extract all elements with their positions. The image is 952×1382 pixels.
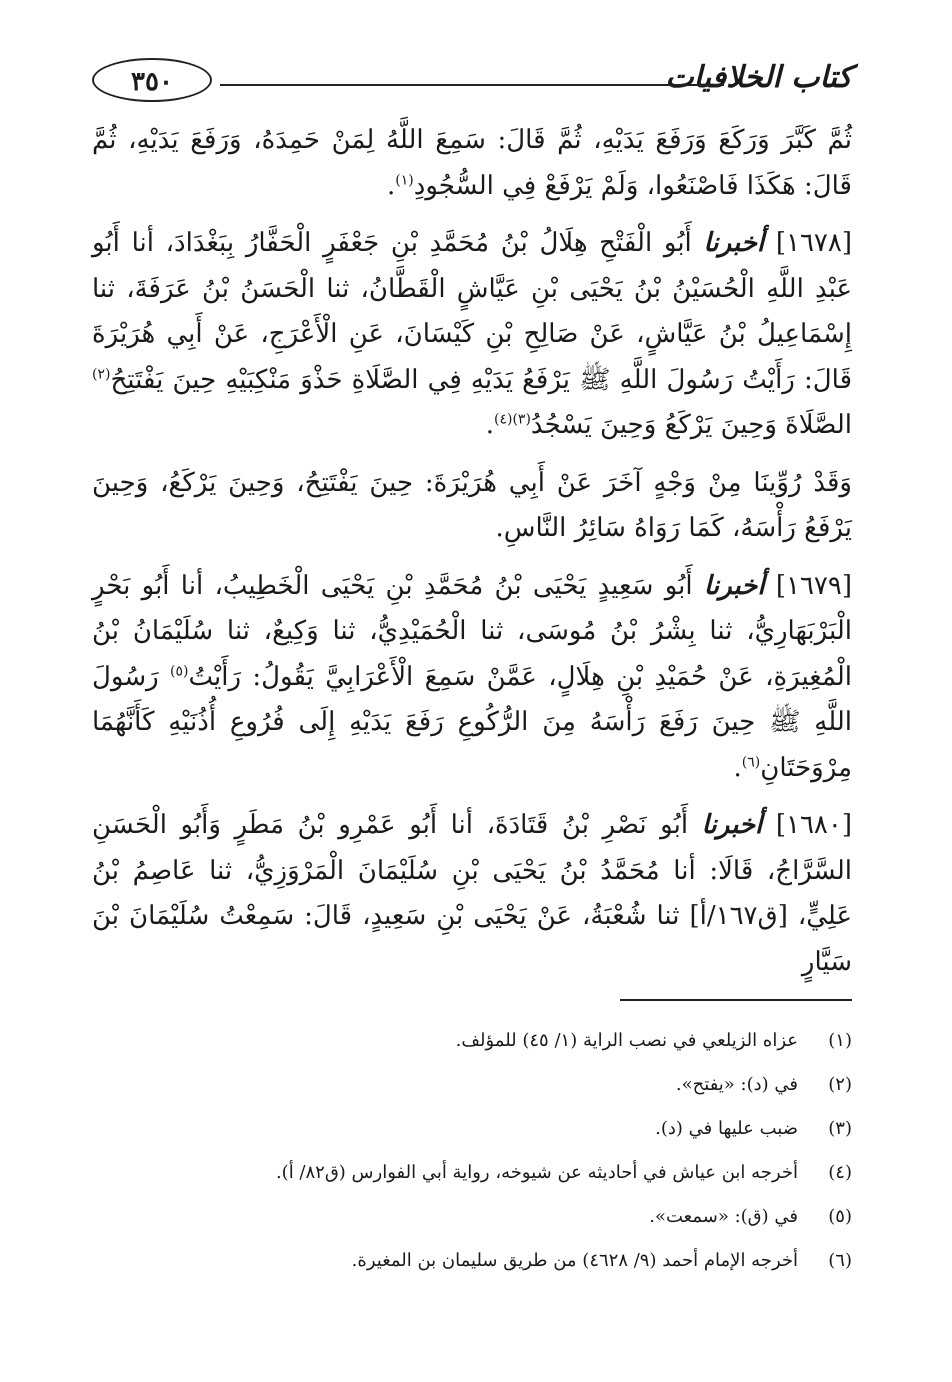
paragraph-text: الصَّلَاةَ وَحِينَ يَرْكَعُ وَحِينَ يَسْجُدُ (530, 410, 852, 440)
header-rule (220, 84, 724, 86)
hadith-number: [١٦٧٩] (775, 570, 853, 601)
footnote-ref: (٣)(٤) (493, 411, 531, 428)
footnote-number: (٢) (828, 1074, 852, 1095)
footnote-ref: (٥) (170, 662, 189, 679)
footnote-ref: (٦) (741, 753, 761, 770)
akhbarana-label: أخبرنا (701, 810, 763, 840)
main-text (92, 118, 852, 997)
footnote-text: في (د): «يفتح». (675, 1074, 798, 1095)
footnote (92, 1158, 852, 1188)
paragraph-continuation (92, 118, 852, 209)
footnotes (92, 1026, 852, 1290)
punctuation: . (733, 752, 742, 783)
book-title: كتاب الخلافيات (665, 60, 852, 95)
paragraph-text: أَبُو سَعِيدٍ يَحْيَى بْنُ مُحَمَّدِ بْنِ يَحْيَى الْخَطِيبُ، أنا أَبُو بَحْرٍ الْبَرْبَهَارِيُّ، ثنا بِشْرُ بْنُ مُوسَى، ثنا الْحُمَيْدِيُّ، ثنا وَكِيعٌ، ثنا سُلَيْمَانُ بْنُ الْمُغِيرَةِ، عَنْ حُمَيْدِ بْنِ هِلَالٍ، عَمَّنْ سَمِعَ الْأَعْرَابِيَّ يَقُولُ: رَأَيْتُ (92, 570, 853, 692)
akhbarana-label: أخبرنا (703, 570, 765, 601)
paragraph-text: أَبُو نَصْرِ بْنُ قَتَادَةَ، أنا أَبُو عَمْرِو بْنُ مَطَرٍ وَأَبُو الْحَسَنِ السَّرَّاجُ، قَالَا: أنا مُحَمَّدُ بْنُ يَحْيَى بْنِ سُلَيْمَانَ الْمَرْوَزِيُّ، ثنا عَاصِمُ بْنُ عَلِيٍّ، [ق١٦٧/أ] ثنا شُعْبَةُ، عَنْ يَحْيَى بْنِ سَعِيدٍ، قَالَ: سَمِعْتُ سُلَيْمَانَ بْنَ سَيَّارٍ (92, 810, 853, 977)
page-number: ٣٥٠ (92, 58, 212, 102)
commentary-paragraph (92, 461, 852, 552)
footnote (92, 1114, 852, 1144)
footnote-number: (٤) (828, 1162, 852, 1183)
punctuation: . (387, 170, 396, 201)
footnote-text: أخرجه الإمام أحمد (٩/ ٤٦٢٨) من طريق سليمان بن المغيرة. (351, 1250, 798, 1271)
hadith-1680 (92, 803, 852, 985)
page-header (92, 58, 852, 108)
footnote-ref: (١) (395, 171, 414, 188)
hadith-1678 (92, 221, 852, 449)
hadith-number: [١٦٧٨] (775, 228, 853, 258)
footnote (92, 1026, 852, 1056)
footnote-number: (٦) (828, 1250, 852, 1271)
footnote (92, 1202, 852, 1232)
paragraph-text: أَبُو الْفَتْحِ هِلَالُ بْنُ مُحَمَّدِ بْنِ جَعْفَرٍ الْحَفَّارُ بِبَغْدَادَ، أنا أَبُو عَبْدِ اللَّهِ الْحُسَيْنُ بْنُ يَحْيَى بْنِ عَيَّاشٍ الْقَطَّانُ، ثنا الْحَسَنُ بْنُ عَرَفَةَ، ثنا إِسْمَاعِيلُ بْنُ عَيَّاشٍ، عَنْ صَالِحِ بْنِ كَيْسَانَ، عَنِ الْأَعْرَجِ، عَنْ أَبِي هُرَيْرَةَ قَالَ: رَأَيْتُ رَسُولَ اللَّهِ ﷺ يَرْفَعُ يَدَيْهِ فِي الصَّلَاةِ حَذْوَ مَنْكِبَيْهِ حِينَ يَفْتَتِحُ (92, 228, 852, 395)
footnote-separator (620, 999, 852, 1001)
punctuation: . (485, 410, 494, 440)
footnote-text: ضبب عليها في (د). (655, 1118, 798, 1139)
paragraph-text: وَقَدْ رُوِّينَا مِنْ وَجْهٍ آخَرَ عَنْ أَبِي هُرَيْرَةَ: حِينَ يَفْتَتِحُ، وَحِينَ يَرْكَعُ، وَحِينَ يَرْفَعُ رَأْسَهُ، كَمَا رَوَاهُ سَائِرُ النَّاسِ. (92, 467, 852, 543)
footnote-ref: (٢) (92, 365, 111, 382)
footnote-text: عزاه الزيلعي في نصب الراية (١/ ٤٥) للمؤلف. (455, 1030, 798, 1051)
hadith-number: [١٦٨٠] (775, 810, 853, 840)
hadith-1679 (92, 564, 852, 792)
footnote (92, 1246, 852, 1276)
footnote-text: أخرجه ابن عياش في أحاديثه عن شيوخه، رواية أبي الفوارس (ق٨٢/ أ). (275, 1162, 798, 1183)
paragraph-text: ثُمَّ كَبَّرَ وَرَكَعَ وَرَفَعَ يَدَيْهِ، ثُمَّ قَالَ: سَمِعَ اللَّهُ لِمَنْ حَمِدَهُ، وَرَفَعَ يَدَيْهِ، ثُمَّ قَالَ: هَكَذَا فَاصْنَعُوا، وَلَمْ يَرْفَعْ فِي السُّجُودِ (92, 125, 852, 201)
paragraph-text: رَسُولَ اللَّهِ ﷺ حِينَ رَفَعَ رَأْسَهُ مِنَ الرُّكُوعِ رَفَعَ يَدَيْهِ إِلَى فُرُوعِ أُذُنَيْهِ كَأَنَّهُمَا مِرْوَحَتَانِ (92, 661, 852, 783)
footnote-text: في (ق): «سمعت». (649, 1206, 798, 1227)
akhbarana-label: أخبرنا (703, 228, 765, 258)
footnote-number: (٥) (828, 1206, 852, 1227)
footnote-number: (١) (828, 1030, 852, 1051)
footnote (92, 1070, 852, 1100)
footnote-number: (٣) (828, 1118, 852, 1139)
